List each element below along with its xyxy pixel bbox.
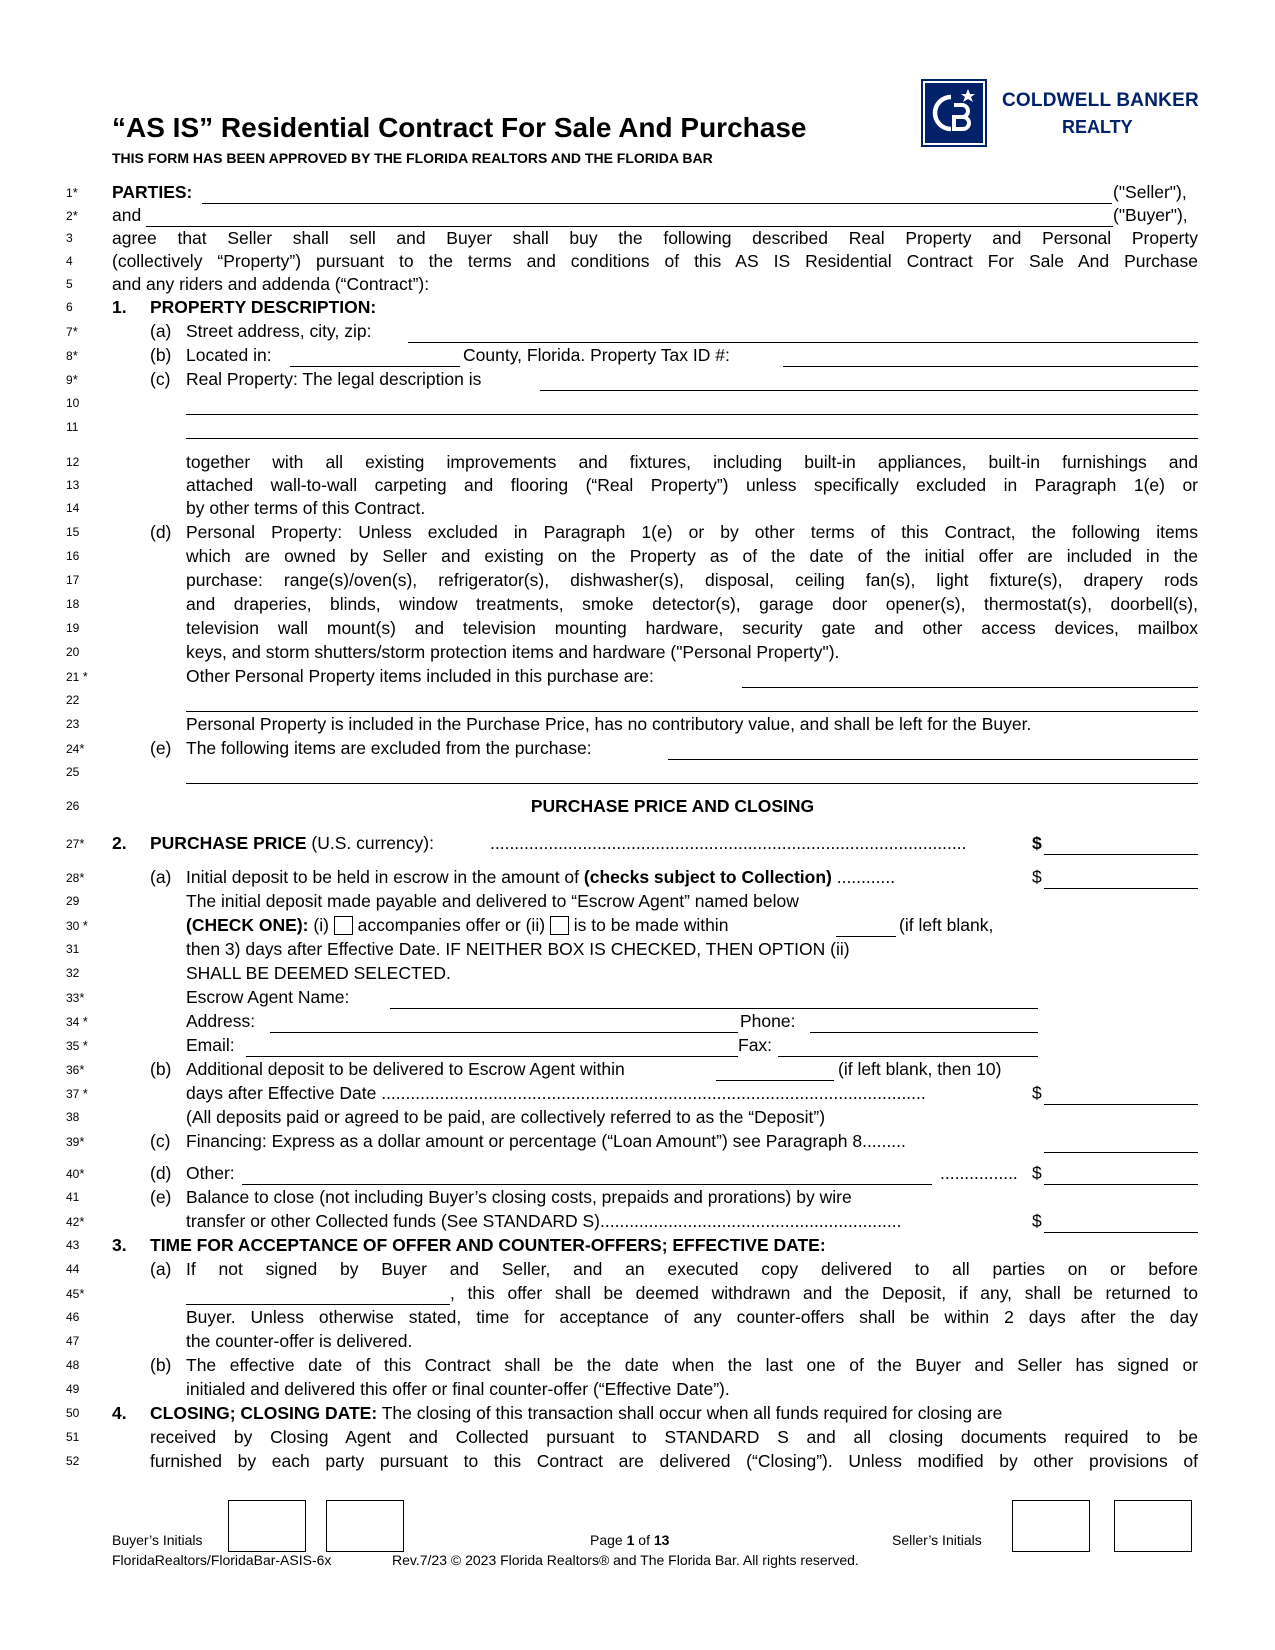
line-number: 49 bbox=[66, 1382, 80, 1396]
section-heading: CLOSING; CLOSING DATE: bbox=[150, 1403, 378, 1423]
contract-line-10 bbox=[0, 392, 1275, 415]
contract-line-8 bbox=[0, 344, 1275, 367]
contract-line-15 bbox=[0, 521, 1275, 544]
item-letter: (c) bbox=[150, 369, 171, 389]
line-number: 24 bbox=[66, 742, 80, 756]
line-text: television wall mount(s) and television mounting hardware, security gate and other access devices, mailbox bbox=[186, 618, 1198, 638]
contract-line-24 bbox=[0, 737, 1275, 760]
contract-line-3 bbox=[0, 227, 1275, 250]
brand-subname: REALTY bbox=[1062, 117, 1133, 137]
contract-line-25 bbox=[0, 761, 1275, 784]
parties-label: PARTIES: bbox=[112, 182, 193, 202]
line-number: 44 bbox=[66, 1262, 80, 1276]
item-letter: (b) bbox=[150, 345, 172, 365]
line-number: 21 bbox=[66, 670, 80, 684]
line-text: keys, and storm shutters/storm protection items and hardware ("Personal Property"). bbox=[186, 642, 840, 662]
line-number: 45 bbox=[66, 1287, 80, 1301]
escrow-fax-field[interactable] bbox=[778, 1055, 1038, 1057]
and-label: and bbox=[112, 205, 142, 225]
contract-line-31 bbox=[0, 938, 1275, 961]
line-text: transfer or other Collected funds (See STANDARD S) bbox=[186, 1211, 601, 1231]
line-text: Real Property: The legal description is bbox=[186, 369, 482, 389]
financing-field[interactable] bbox=[1044, 1151, 1198, 1153]
line-number: 42 bbox=[66, 1215, 80, 1229]
other-personal-property-field[interactable] bbox=[742, 686, 1198, 688]
line-number: 32 bbox=[66, 966, 80, 980]
contract-line-50 bbox=[0, 1402, 1275, 1425]
star-marker: * bbox=[79, 1214, 85, 1229]
line-number: 11 bbox=[66, 420, 79, 434]
item-letter: (d) bbox=[150, 1163, 172, 1183]
line-number: 46 bbox=[66, 1310, 80, 1324]
star-marker: * bbox=[79, 836, 85, 851]
county-field[interactable] bbox=[290, 365, 460, 367]
other-personal-property-field-2[interactable] bbox=[186, 710, 1198, 712]
line-number: 26 bbox=[66, 799, 80, 813]
contract-line-44 bbox=[0, 1258, 1275, 1281]
contract-line-17 bbox=[0, 569, 1275, 592]
legal-description-field[interactable] bbox=[540, 389, 1198, 391]
contract-line-38 bbox=[0, 1106, 1275, 1129]
line-number: 40 bbox=[66, 1167, 80, 1181]
line-number: 48 bbox=[66, 1358, 80, 1372]
leader-dots: ................ bbox=[940, 1163, 1018, 1183]
excluded-items-field-2[interactable] bbox=[186, 782, 1198, 784]
star-marker: * bbox=[72, 185, 78, 200]
copyright: Rev.7/23 © 2023 Florida Realtors® and The Florida Bar. All rights reserved. bbox=[392, 1552, 859, 1568]
line-text: and any riders and addenda (“Contract”): bbox=[112, 274, 430, 294]
contract-line-46 bbox=[0, 1306, 1275, 1329]
line-text: Other: bbox=[186, 1163, 235, 1183]
street-address-field[interactable] bbox=[408, 341, 1198, 343]
legal-description-field-2[interactable] bbox=[186, 413, 1198, 415]
leader-dots: .............................................................. bbox=[600, 1211, 902, 1231]
contract-line-29 bbox=[0, 890, 1275, 913]
line-number: 8 bbox=[66, 349, 73, 363]
line-number: 20 bbox=[66, 645, 80, 659]
escrow-email-field[interactable] bbox=[246, 1055, 738, 1057]
dollar-sign: $ bbox=[1032, 833, 1042, 853]
line-number: 14 bbox=[66, 501, 80, 515]
seller-initials-label: Seller’s Initials bbox=[892, 1532, 982, 1548]
line-text: Located in: bbox=[186, 345, 272, 365]
star-marker: * bbox=[79, 1166, 85, 1181]
line-text: which are owned by Seller and existing on the Property as of the date of the initial offer are included in the bbox=[186, 546, 1198, 566]
contract-line-6 bbox=[0, 296, 1275, 319]
contract-line-19 bbox=[0, 617, 1275, 640]
line-text: (i) bbox=[308, 915, 334, 935]
contract-line-36 bbox=[0, 1058, 1275, 1081]
seller-initials-box-1[interactable] bbox=[1012, 1500, 1090, 1552]
contract-line-49 bbox=[0, 1378, 1275, 1401]
line-number: 43 bbox=[66, 1238, 80, 1252]
seller-label: ("Seller"), bbox=[1113, 182, 1187, 202]
line-text: Street address, city, zip: bbox=[186, 321, 372, 341]
line-number: 7 bbox=[66, 325, 73, 339]
item-letter: (b) bbox=[150, 1059, 172, 1079]
item-letter: (e) bbox=[150, 1187, 172, 1207]
contract-line-45 bbox=[0, 1282, 1275, 1305]
line-number: 10 bbox=[66, 396, 80, 410]
line-text: Buyer. Unless otherwise stated, time for acceptance of any counter-offers shall be within 2 days after the day bbox=[186, 1307, 1198, 1327]
star-marker: * bbox=[79, 870, 85, 885]
star-marker: * bbox=[72, 348, 78, 363]
buyer-initials-label: Buyer’s Initials bbox=[112, 1532, 203, 1548]
buyer-initials-box-2[interactable] bbox=[326, 1500, 404, 1552]
star-marker: * bbox=[72, 372, 78, 387]
dollar-sign: $ bbox=[1032, 867, 1042, 887]
legal-description-field-3[interactable] bbox=[186, 437, 1198, 439]
item-letter: (a) bbox=[150, 321, 172, 341]
item-letter: (b) bbox=[150, 1355, 172, 1375]
line-text: and draperies, blinds, window treatments, smoke detector(s), garage door opener(s), thermostat(s), doorbell(s), bbox=[186, 594, 1198, 614]
section-heading: PROPERTY DESCRIPTION: bbox=[150, 297, 377, 317]
item-letter: (e) bbox=[150, 738, 172, 758]
line-text: Email: bbox=[186, 1035, 235, 1055]
buyer-initials-box-1[interactable] bbox=[228, 1500, 306, 1552]
escrow-phone-field[interactable] bbox=[810, 1031, 1038, 1033]
escrow-agent-name-field[interactable] bbox=[390, 1007, 1038, 1009]
star-marker: * bbox=[79, 1286, 85, 1301]
line-number: 38 bbox=[66, 1110, 80, 1124]
balance-to-close-field[interactable] bbox=[1044, 1231, 1198, 1233]
leader-dots: ......... bbox=[862, 1131, 906, 1151]
star-marker: * bbox=[82, 1086, 88, 1101]
line-text: (All deposits paid or agreed to be paid, are collectively referred to as the “Deposit”) bbox=[186, 1107, 826, 1127]
section-number: 2. bbox=[112, 833, 127, 853]
line-number: 29 bbox=[66, 894, 80, 908]
line-text: Initial deposit to be held in escrow in the amount of bbox=[186, 867, 584, 887]
section-number: 4. bbox=[112, 1403, 127, 1423]
line-number: 30 bbox=[66, 919, 80, 933]
star-marker: * bbox=[79, 990, 85, 1005]
line-text: (if left blank, bbox=[899, 915, 994, 935]
line-text: together with all existing improvements and fixtures, including built-in appliances, built-in furnishings and bbox=[186, 452, 1198, 472]
line-text: days after Effective Date bbox=[186, 1083, 382, 1103]
line-number: 47 bbox=[66, 1334, 80, 1348]
coldwell-banker-logo-icon bbox=[921, 79, 987, 147]
contract-line-34 bbox=[0, 1010, 1275, 1033]
page-prefix: Page bbox=[590, 1532, 627, 1548]
line-text: Address: bbox=[186, 1011, 256, 1031]
contract-line-7 bbox=[0, 320, 1275, 343]
line-number: 27 bbox=[66, 837, 80, 851]
page-number: 1 bbox=[626, 1532, 635, 1548]
line-text: agree that Seller shall sell and Buyer shall buy the following described Real Property and Personal Property bbox=[112, 228, 1198, 248]
line-number: 15 bbox=[66, 525, 80, 539]
star-marker: * bbox=[79, 741, 85, 756]
line-text: The following items are excluded from the purchase: bbox=[186, 738, 592, 758]
line-number: 34 bbox=[66, 1015, 80, 1029]
line-text: Balance to close (not including Buyer’s closing costs, prepaids and prorations) by wire bbox=[186, 1187, 852, 1207]
star-marker: * bbox=[82, 669, 88, 684]
tax-id-field[interactable] bbox=[783, 365, 1198, 367]
excluded-items-field[interactable] bbox=[668, 758, 1198, 760]
line-text: (U.S. currency): bbox=[306, 833, 434, 853]
item-letter: (a) bbox=[150, 1259, 172, 1279]
line-number: 18 bbox=[66, 597, 80, 611]
leader-dots: ............ bbox=[831, 867, 896, 887]
dollar-sign: $ bbox=[1032, 1211, 1042, 1231]
line-number: 13 bbox=[66, 478, 80, 492]
star-marker: * bbox=[79, 1134, 85, 1149]
additional-deposit-days-field[interactable] bbox=[716, 1079, 834, 1081]
contract-line-40 bbox=[0, 1162, 1275, 1185]
star-marker: * bbox=[72, 208, 78, 223]
buyer-label: ("Buyer"), bbox=[1113, 205, 1188, 225]
contract-line-51 bbox=[0, 1426, 1275, 1449]
line-number: 2 bbox=[66, 209, 73, 223]
deposit-days-field[interactable] bbox=[836, 935, 896, 937]
line-number: 33 bbox=[66, 991, 80, 1005]
line-text: If not signed by Buyer and Seller, and an executed copy delivered to all parties on or before bbox=[186, 1259, 1198, 1279]
contract-line-30 bbox=[0, 914, 1275, 937]
contract-line-11 bbox=[0, 416, 1275, 439]
page-indicator bbox=[590, 1532, 669, 1548]
star-marker: * bbox=[79, 1062, 85, 1077]
document-subtitle: THIS FORM HAS BEEN APPROVED BY THE FLORIDA REALTORS AND THE FLORIDA BAR bbox=[112, 150, 713, 166]
contract-line-13 bbox=[0, 474, 1275, 497]
line-text-bold: (checks subject to Collection) bbox=[583, 867, 832, 887]
line-number: 6 bbox=[66, 300, 73, 314]
line-number: 4 bbox=[66, 254, 73, 268]
line-number: 12 bbox=[66, 455, 80, 469]
line-number: 52 bbox=[66, 1454, 80, 1468]
leader-dots: ................................................................................................................ bbox=[381, 1083, 926, 1103]
line-text: then 3) days after Effective Date. IF NEITHER BOX IS CHECKED, THEN OPTION (ii) bbox=[186, 939, 850, 959]
document-title: “AS IS” Residential Contract For Sale And Purchase bbox=[112, 112, 807, 143]
contract-line-16 bbox=[0, 545, 1275, 568]
contract-line-2 bbox=[0, 204, 1275, 227]
line-text: (if left blank, then 10) bbox=[838, 1059, 1002, 1079]
section-heading: PURCHASE PRICE bbox=[150, 833, 307, 853]
made-within-checkbox[interactable] bbox=[550, 916, 569, 935]
contract-line-14 bbox=[0, 497, 1275, 520]
line-number: 39 bbox=[66, 1135, 80, 1149]
line-text: Phone: bbox=[740, 1011, 796, 1031]
additional-deposit-field[interactable] bbox=[1044, 1103, 1198, 1105]
contract-line-42 bbox=[0, 1210, 1275, 1233]
contract-line-52 bbox=[0, 1450, 1275, 1473]
line-number: 50 bbox=[66, 1406, 80, 1420]
line-number: 16 bbox=[66, 549, 80, 563]
leader-dots: .................................................................................................. bbox=[490, 833, 967, 853]
line-number: 36 bbox=[66, 1063, 80, 1077]
contract-line-9 bbox=[0, 368, 1275, 391]
line-number: 19 bbox=[66, 621, 80, 635]
line-text: Fax: bbox=[738, 1035, 773, 1055]
line-number: 17 bbox=[66, 573, 80, 587]
item-letter: (a) bbox=[150, 867, 172, 887]
contract-line-48 bbox=[0, 1354, 1275, 1377]
line-text: Personal Property is included in the Purchase Price, has no contributory value, and shall be left for the Buyer. bbox=[186, 714, 1032, 734]
line-text: is to be made within bbox=[568, 915, 729, 935]
line-number: 37 bbox=[66, 1087, 80, 1101]
initial-deposit-field[interactable] bbox=[1044, 887, 1198, 889]
escrow-address-field[interactable] bbox=[270, 1031, 738, 1033]
line-text: received by Closing Agent and Collected pursuant to STANDARD S and all closing documents required to be bbox=[150, 1427, 1198, 1447]
line-text: County, Florida. Property Tax ID #: bbox=[463, 345, 730, 365]
contract-line-20 bbox=[0, 641, 1275, 664]
line-number: 41 bbox=[66, 1190, 80, 1204]
section-number: 1. bbox=[112, 297, 127, 317]
contract-line-28 bbox=[0, 866, 1275, 889]
star-marker: * bbox=[82, 918, 88, 933]
contract-line-4 bbox=[0, 250, 1275, 273]
line-number: 35 bbox=[66, 1039, 80, 1053]
seller-initials-box-2[interactable] bbox=[1114, 1500, 1192, 1552]
line-text: The initial deposit made payable and delivered to “Escrow Agent” named below bbox=[186, 891, 799, 911]
line-text: furnished by each party pursuant to this Contract are delivered (“Closing”). Unless modified by other provisions of bbox=[150, 1451, 1198, 1471]
line-text: The effective date of this Contract shall be the date when the last one of the Buyer and Seller has signed or bbox=[186, 1355, 1198, 1375]
line-text: initialed and delivered this offer or final counter-offer (“Effective Date”). bbox=[186, 1379, 730, 1399]
page-total: 13 bbox=[653, 1532, 670, 1548]
contract-line-41 bbox=[0, 1186, 1275, 1209]
contract-line-18 bbox=[0, 593, 1275, 616]
line-number: 9 bbox=[66, 373, 73, 387]
line-text: Personal Property: Unless excluded in Paragraph 1(e) or by other terms of this Contract, the following items bbox=[186, 522, 1198, 542]
line-text: purchase: range(s)/oven(s), refrigerator(s), dishwasher(s), disposal, ceiling fan(s), light fixture(s), drapery rods bbox=[186, 570, 1198, 590]
contract-line-1 bbox=[0, 181, 1275, 204]
line-number: 51 bbox=[66, 1430, 80, 1444]
star-marker: * bbox=[82, 1014, 88, 1029]
form-id: FloridaRealtors/FloridaBar-ASIS-6x bbox=[112, 1552, 332, 1568]
line-text: the counter-offer is delivered. bbox=[186, 1331, 413, 1351]
other-description-field[interactable] bbox=[242, 1183, 932, 1185]
line-text: attached wall-to-wall carpeting and flooring (“Real Property”) unless specifically excluded in Paragraph 1(e) or bbox=[186, 475, 1198, 495]
accompanies-offer-checkbox[interactable] bbox=[334, 916, 353, 935]
line-text: Other Personal Property items included in this purchase are: bbox=[186, 666, 654, 686]
contract-line-39 bbox=[0, 1130, 1275, 1153]
contract-line-26 bbox=[0, 795, 1275, 818]
contract-line-23 bbox=[0, 713, 1275, 736]
line-text-bold: (CHECK ONE): bbox=[186, 915, 309, 935]
contract-line-43 bbox=[0, 1234, 1275, 1257]
dollar-sign: $ bbox=[1032, 1163, 1042, 1183]
purchase-price-heading: PURCHASE PRICE AND CLOSING bbox=[530, 796, 815, 816]
line-number: 5 bbox=[66, 277, 73, 291]
brand-name: COLDWELL BANKER bbox=[1002, 90, 1199, 111]
item-letter: (d) bbox=[150, 522, 172, 542]
contract-line-5 bbox=[0, 273, 1275, 296]
contract-line-35 bbox=[0, 1034, 1275, 1057]
line-number: 28 bbox=[66, 871, 80, 885]
purchase-price-field[interactable] bbox=[1044, 853, 1198, 855]
line-text: (collectively “Property”) pursuant to the terms and conditions of this AS IS Residential Contract For Sale And Purchase bbox=[112, 251, 1198, 271]
page-of: of bbox=[634, 1532, 654, 1548]
section-number: 3. bbox=[112, 1235, 127, 1255]
line-text: by other terms of this Contract. bbox=[186, 498, 426, 518]
dollar-sign: $ bbox=[1032, 1083, 1042, 1103]
line-number: 22 bbox=[66, 693, 80, 707]
star-marker: * bbox=[72, 324, 78, 339]
line-text: , this offer shall be deemed withdrawn and the Deposit, if any, shall be returned to bbox=[450, 1283, 1198, 1303]
line-number: 1 bbox=[66, 186, 73, 200]
section-heading: TIME FOR ACCEPTANCE OF OFFER AND COUNTER-OFFERS; EFFECTIVE DATE: bbox=[150, 1235, 826, 1255]
contract-line-32 bbox=[0, 962, 1275, 985]
contract-line-21 bbox=[0, 665, 1275, 688]
line-number: 3 bbox=[66, 231, 73, 245]
contract-line-27 bbox=[0, 832, 1275, 855]
line-text: accompanies offer or (ii) bbox=[352, 915, 550, 935]
line-number: 31 bbox=[66, 942, 80, 956]
line-text: SHALL BE DEEMED SELECTED. bbox=[186, 963, 451, 983]
item-letter: (c) bbox=[150, 1131, 171, 1151]
contract-line-47 bbox=[0, 1330, 1275, 1353]
line-number: 25 bbox=[66, 765, 80, 779]
acceptance-date-field[interactable] bbox=[186, 1303, 450, 1305]
line-text: Additional deposit to be delivered to Escrow Agent within bbox=[186, 1059, 625, 1079]
contract-line-22 bbox=[0, 689, 1275, 712]
other-amount-field[interactable] bbox=[1044, 1183, 1198, 1185]
contract-line-12 bbox=[0, 451, 1275, 474]
line-number: 23 bbox=[66, 717, 80, 731]
star-marker: * bbox=[82, 1038, 88, 1053]
line-text: Financing: Express as a dollar amount or percentage (“Loan Amount”) see Paragraph 8 bbox=[186, 1131, 863, 1151]
line-text: The closing of this transaction shall occur when all funds required for closing are bbox=[377, 1403, 1003, 1423]
line-text: Escrow Agent Name: bbox=[186, 987, 350, 1007]
contract-line-33 bbox=[0, 986, 1275, 1009]
contract-line-37 bbox=[0, 1082, 1275, 1105]
